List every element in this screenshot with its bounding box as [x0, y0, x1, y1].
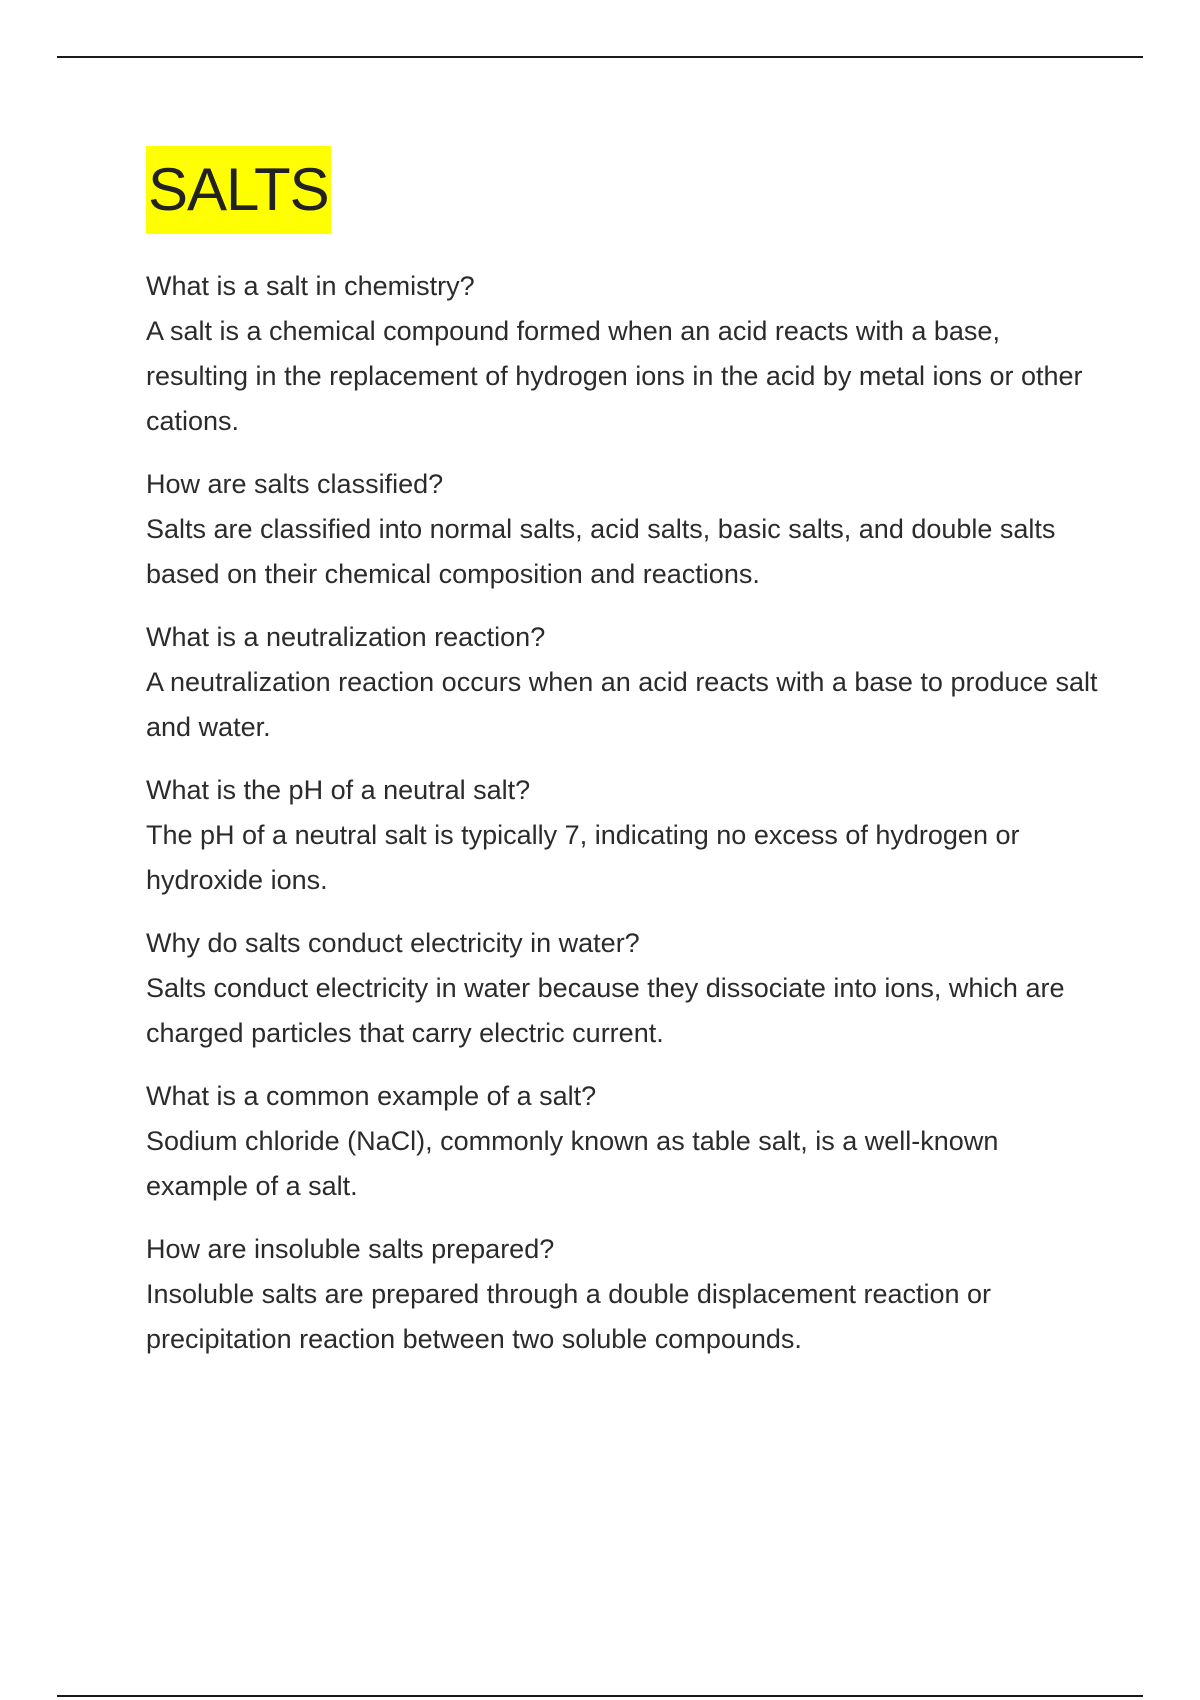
answer: A neutralization reaction occurs when an acid reacts with a base to produce salt and water. [146, 667, 1098, 742]
question: Why do salts conduct electricity in water? [146, 928, 640, 958]
answer: The pH of a neutral salt is typically 7, indicating no excess of hydrogen or hydroxide ions. [146, 820, 1020, 895]
question: What is a neutralization reaction? [146, 622, 546, 652]
question: What is a common example of a salt? [146, 1081, 597, 1111]
qa-item [146, 615, 1106, 750]
qa-item [146, 1227, 1106, 1362]
document-body [146, 146, 1106, 1380]
answer: Sodium chloride (NaCl), commonly known as table salt, is a well-known example of a salt. [146, 1126, 999, 1201]
question: How are salts classified? [146, 469, 444, 499]
question: What is the pH of a neutral salt? [146, 775, 531, 805]
answer: Insoluble salts are prepared through a double displacement reaction or precipitation reaction between two soluble compounds. [146, 1279, 992, 1354]
document-title: SALTS [146, 146, 331, 234]
answer: Salts are classified into normal salts, acid salts, basic salts, and double salts based on their chemical composition and reactions. [146, 514, 1056, 589]
qa-list [146, 264, 1106, 1362]
answer: Salts conduct electricity in water because they dissociate into ions, which are charged particles that carry electric current. [146, 973, 1065, 1048]
qa-item [146, 1074, 1106, 1209]
answer: A salt is a chemical compound formed when an acid reacts with a base, resulting in the replacement of hydrogen ions in the acid by metal ions or other cations. [146, 316, 1083, 436]
header-rule [57, 56, 1143, 58]
footer-rule [57, 1695, 1143, 1697]
qa-item [146, 921, 1106, 1056]
question: How are insoluble salts prepared? [146, 1234, 555, 1264]
qa-item [146, 768, 1106, 903]
qa-item [146, 264, 1106, 444]
qa-item [146, 462, 1106, 597]
question: What is a salt in chemistry? [146, 271, 475, 301]
